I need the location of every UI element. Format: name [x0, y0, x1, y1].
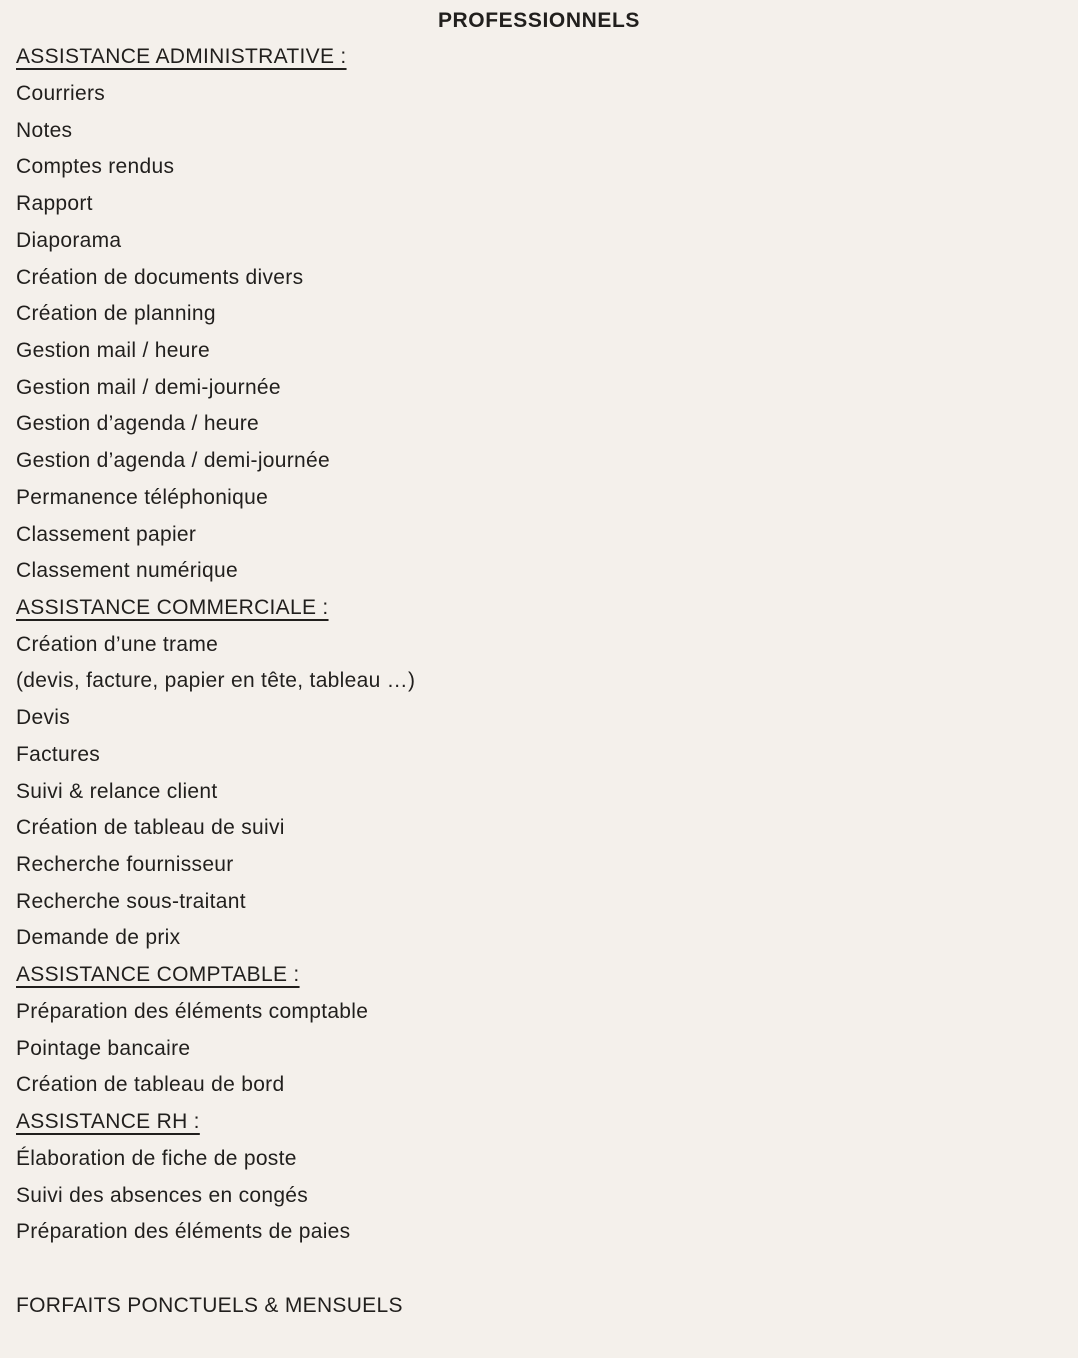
section-heading: ASSISTANCE COMPTABLE : — [16, 963, 300, 987]
list-item: Préparation des éléments de paies — [16, 1220, 351, 1244]
list-item: Classement papier — [16, 522, 197, 546]
list-item: Gestion d’agenda / heure — [16, 412, 260, 436]
list-item: Rapport — [16, 192, 93, 216]
list-item: Suivi des absences en congés — [16, 1183, 309, 1207]
list-item: Élaboration de fiche de poste — [16, 1146, 297, 1170]
list-item: Suivi & relance client — [16, 779, 218, 803]
list-item: Factures — [16, 742, 101, 766]
section-heading: ASSISTANCE RH : — [16, 1110, 200, 1134]
list-item: Demande de prix — [16, 926, 181, 950]
list-item: Courriers — [16, 81, 106, 105]
list-item: Création de planning — [16, 302, 216, 326]
list-item: Recherche fournisseur — [16, 853, 234, 877]
list-item: Gestion mail / heure — [16, 338, 210, 362]
list-item: Comptes rendus — [16, 155, 175, 179]
list-item: Diaporama — [16, 228, 122, 252]
list-item: Notes — [16, 118, 73, 142]
service-sections — [16, 39, 1062, 1251]
section-heading: ASSISTANCE ADMINISTRATIVE : — [16, 45, 347, 69]
footer-line: FORFAITS PONCTUELS & MENSUELS — [16, 1293, 403, 1317]
list-item: Création d’une trame — [16, 632, 219, 656]
section-heading: ASSISTANCE COMMERCIALE : — [16, 596, 329, 619]
list-item: Préparation des éléments comptable — [16, 999, 369, 1023]
list-item: Pointage bancaire — [16, 1036, 191, 1060]
list-item: Création de tableau de suivi — [16, 816, 285, 840]
list-item: Devis — [16, 706, 71, 730]
list-item: Création de tableau de bord — [16, 1073, 285, 1097]
list-item: Création de documents divers — [16, 265, 304, 289]
list-item: Classement numérique — [16, 559, 238, 583]
list-item: (devis, facture, papier en tête, tableau …) — [16, 669, 416, 693]
list-item: Gestion d’agenda / demi-journée — [16, 449, 330, 473]
page-title: PROFESSIONNELS — [437, 8, 641, 32]
list-item: Permanence téléphonique — [16, 485, 269, 509]
list-item: Recherche sous-traitant — [16, 889, 246, 913]
list-item: Gestion mail / demi-journée — [16, 375, 281, 399]
